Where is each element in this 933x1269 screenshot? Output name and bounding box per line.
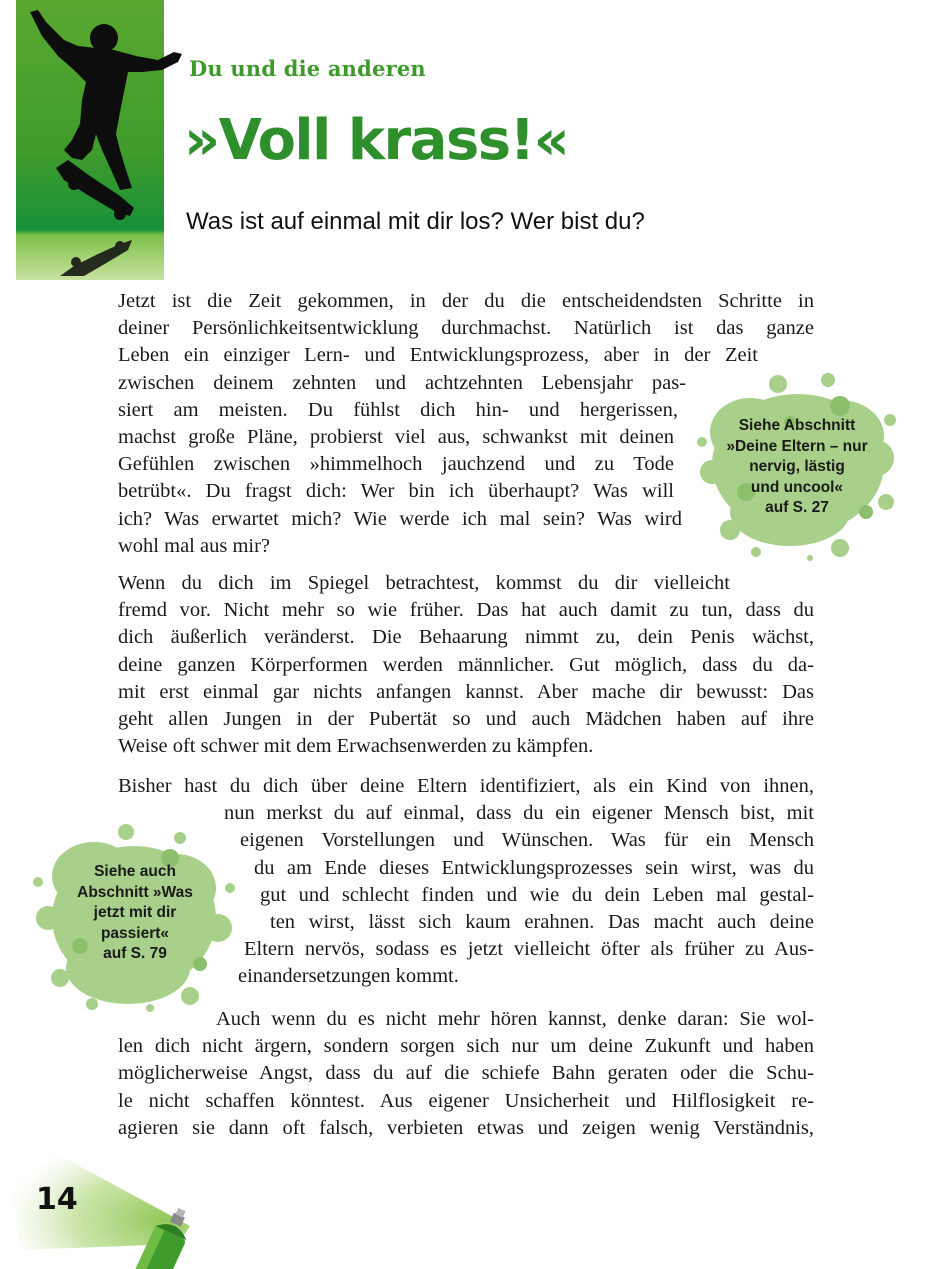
sidenote-splat-left — [30, 818, 240, 1014]
text-line: zwischen deinem zehnten und achtzehnten Lebensjahr pas- — [118, 371, 686, 394]
spray-can-icon — [0, 1140, 230, 1269]
text-line: ich? Was erwartet mich? Wie werde ich mal sein? Was wird — [118, 507, 682, 530]
sidenote-line: jetzt mit dir — [93, 904, 177, 921]
sidenote-line: auf S. 79 — [103, 945, 167, 962]
text-line: Bisher hast du dich über deine Eltern identifiziert, als ein Kind von ihnen, — [118, 775, 814, 797]
text-line: geht allen Jungen in der Pubertät so und auch Mädchen haben auf ihre — [118, 708, 814, 731]
sidenote-splat-right — [690, 362, 905, 562]
text-line: Leben ein einziger Lern- und Entwicklungsprozess, aber in der Zeit — [118, 344, 758, 367]
text-line: ten wirst, lässt sich kaum erahnen. Das macht auch deine — [270, 911, 814, 934]
text-line: agieren sie dann oft falsch, verbieten etwas und zeigen wenig Verständnis, — [118, 1116, 814, 1139]
section-kicker: Du und die anderen — [189, 56, 426, 81]
sidenote-line: »Deine Eltern – nur — [726, 437, 868, 455]
text-line: machst große Pläne, probierst viel aus, schwankst mit deinen — [118, 426, 674, 449]
text-line: einandersetzungen kommt. — [238, 965, 459, 988]
sidenote-line: Abschnitt »Was — [77, 883, 193, 901]
text-line: Auch wenn du es nicht mehr hören kannst, denke daran: Sie wol- — [216, 1008, 814, 1030]
text-line: deiner Persönlichkeitsentwicklung durchmachst. Natürlich ist das ganze — [118, 317, 814, 340]
sidenote-line: auf S. 27 — [765, 499, 829, 516]
paragraph-4 — [118, 1006, 814, 1142]
text-line: le nicht schaffen könntest. Aus eigener Unsicherheit und Hilflosigkeit re- — [118, 1089, 814, 1112]
page-subtitle: Was ist auf einmal mit dir los? Wer bist du? — [186, 208, 645, 235]
text-line: wohl mal aus mir? — [118, 534, 271, 557]
sidenote-text — [30, 862, 240, 965]
text-line: fremd vor. Nicht mehr so wie früher. Das hat auch damit zu tun, dass du — [118, 599, 814, 622]
text-line: betrübt«. Du fragst dich: Wer bin ich überhaupt? Was will — [118, 480, 674, 503]
text-line: len dich nicht ärgern, sondern sorgen sich nur um deine Zukunft und haben — [118, 1035, 814, 1058]
sidenote-line: passiert« — [100, 924, 170, 942]
text-line: du am Ende dieses Entwicklungsprozesses sein wirst, was du — [254, 856, 814, 879]
page-title: »Voll krass!« — [184, 108, 569, 173]
text-line: dich äußerlich veränderst. Die Behaarung nimmt zu, dein Penis wächst, — [118, 626, 814, 649]
text-line: Eltern nervös, sodass es jetzt vielleicht öfter als früher zu Aus- — [244, 938, 814, 961]
text-line: möglicherweise Angst, dass du auf die schiefe Bahn geraten oder die Schu- — [118, 1062, 814, 1085]
text-line: deine ganzen Körperformen werden männlicher. Gut möglich, dass du da- — [118, 653, 814, 676]
text-line: Gefühlen zwischen »himmelhoch jauchzend und zu Tode — [118, 453, 674, 476]
paragraph-2 — [118, 570, 814, 760]
text-line: nun merkst du auf einmal, dass du ein eigener Mensch bist, mit — [224, 802, 814, 825]
text-line: Weise oft schwer mit dem Erwachsenwerden zu kämpfen. — [118, 735, 594, 758]
text-line: eigenen Vorstellungen und Wünschen. Was für ein Mensch — [240, 829, 814, 852]
sidenote-line: Siehe auch — [94, 863, 176, 880]
skateboarder-silhouette-icon — [16, 0, 186, 282]
text-line: mit erst einmal gar nichts anfangen kannst. Aber mache dir bewusst: Das — [118, 680, 814, 703]
sidenote-line: und uncool« — [750, 478, 844, 496]
sidenote-line: nervig, lästig — [749, 458, 845, 475]
text-line: siert am meisten. Du fühlst dich hin- und hergerissen, — [118, 398, 678, 421]
text-line: gut und schlecht finden und wie du dein Leben mal gestal- — [260, 883, 814, 906]
text-line: Wenn du dich im Spiegel betrachtest, kommst du dir vielleicht — [118, 572, 730, 594]
sidenote-text — [692, 416, 902, 519]
sidenote-line: Siehe Abschnitt — [738, 417, 856, 434]
text-line: Jetzt ist die Zeit gekommen, in der du die entscheidendsten Schritte in — [118, 290, 814, 312]
page-number: 14 — [36, 1182, 78, 1217]
